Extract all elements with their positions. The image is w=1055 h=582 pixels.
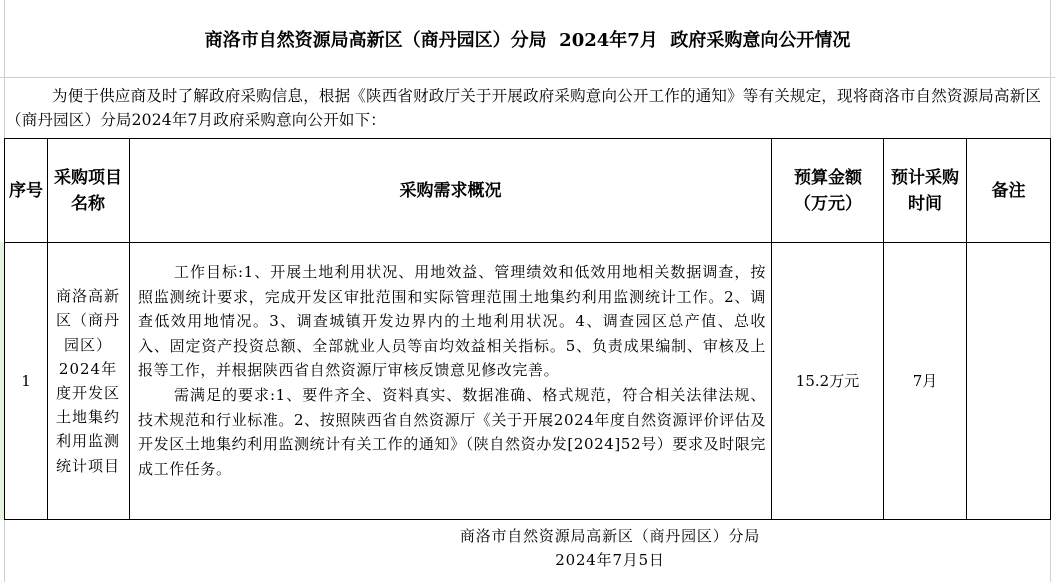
footer-signature <box>250 524 970 572</box>
page-title: 商洛市自然资源局高新区（商丹园区）分局 2024年7月 政府采购意向公开情况 <box>204 30 851 51</box>
table-border <box>47 138 48 520</box>
cell-seq: 1 <box>21 371 31 390</box>
header-remark: 备注 <box>991 180 1026 201</box>
header-project-name: 采购项目名称 <box>54 167 122 214</box>
cell-requirements <box>138 260 766 481</box>
table-border <box>1050 138 1051 520</box>
cell-remark <box>967 243 1050 519</box>
header-budget: 预算金额（万元） <box>794 167 862 214</box>
requirements-goal: 工作目标:1、开展土地利用状况、用地效益、管理绩效和低效用地相关数据调查，按照监测统计要求，完成开发区审批范围和实际管理范围土地集约利用监测统计工作。2、调查低效用地情况。3、调查城镇开发边界内的土地利用状况。4、调查园区总产值、总收入、固定资产投资总额、全部就业人员等亩均效益相关指标。5、负责成果编制、审核及上报等工作，并根据陕西省自然资源厅审核反馈意见修改完善。 <box>138 263 766 380</box>
cell-time: 7月 <box>912 371 938 390</box>
header-time: 预计采购时间 <box>891 167 959 214</box>
cell-project-name: 商洛高新区（商丹园区）2024年度开发区土地集约利用监测统计项目 <box>56 287 121 475</box>
table-border <box>4 519 1051 520</box>
grid-line <box>1050 520 1051 582</box>
header-requirements: 采购需求概况 <box>399 180 502 201</box>
cell-budget: 15.2万元 <box>795 371 860 390</box>
requirements-need: 需满足的要求:1、要件齐全、资料真实、数据准确、格式规范，符合相关法律法规、技术规范和行业标准。2、按照陕西省自然资源厅《关于开展2024年度自然资源评价评估及开发区土地集约利用监测统计有关工作的通知》（陕自然资办发[2024]52号）要求及时限完成工作任务。 <box>138 385 766 478</box>
grid-line <box>4 520 5 582</box>
header-seq: 序号 <box>9 180 43 201</box>
footer-org: 商洛市自然资源局高新区（商丹园区）分局 <box>459 527 761 545</box>
procurement-table <box>0 138 1055 520</box>
intro-paragraph: 为便于供应商及时了解政府采购信息，根据《陕西省财政厅关于开展政府采购意向公开工作的通知》等有关规定，现将商洛市自然资源局高新区（商丹园区）分局2024年7月政府采购意向公开如下： <box>6 87 1042 129</box>
footer-date: 2024年7月5日 <box>555 551 665 569</box>
